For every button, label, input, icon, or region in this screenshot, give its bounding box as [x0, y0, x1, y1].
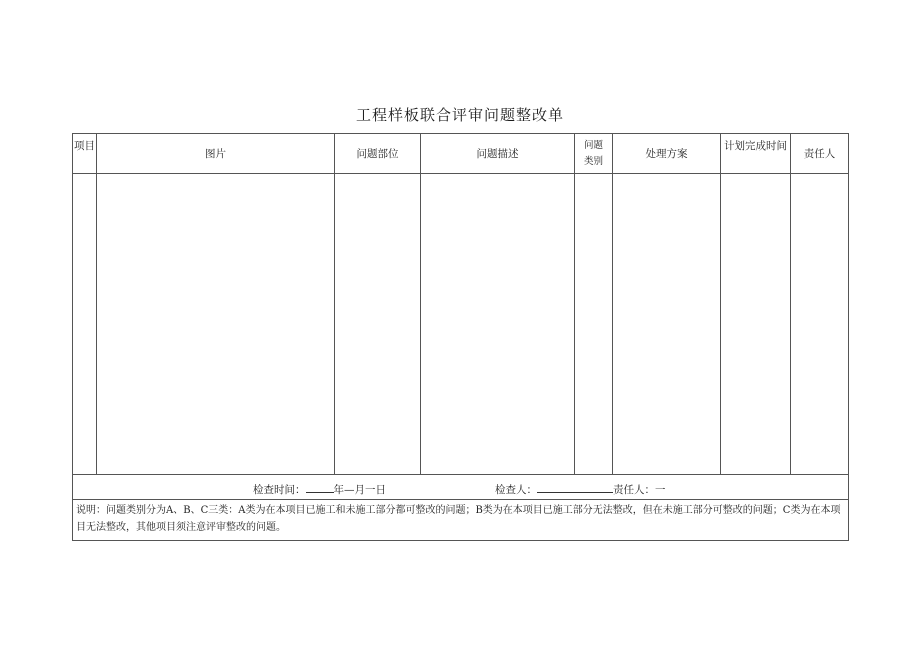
cell-responsible[interactable]	[791, 174, 849, 475]
inspection-cell	[73, 475, 849, 500]
inspection-year-blank[interactable]	[306, 481, 334, 493]
header-item: 项目	[73, 134, 97, 174]
cell-location[interactable]	[335, 174, 421, 475]
header-category-line1: 问题	[583, 139, 603, 151]
header-photo: 图片	[97, 134, 335, 174]
cell-planned-completion[interactable]	[721, 174, 791, 475]
header-solution: 处理方案	[613, 134, 721, 174]
inspector-blank[interactable]	[537, 481, 613, 493]
cell-item[interactable]	[73, 174, 97, 475]
header-category-line2: 类别	[583, 155, 603, 167]
inspection-time-group	[253, 481, 386, 497]
inspection-people-group	[495, 481, 666, 497]
table-row	[73, 174, 849, 475]
table-header-row	[73, 134, 849, 174]
responsible-label: 责任人：一	[613, 484, 666, 496]
cell-description[interactable]	[421, 174, 575, 475]
cell-category[interactable]	[575, 174, 613, 475]
cell-photo[interactable]	[97, 174, 335, 475]
header-location: 问题部位	[335, 134, 421, 174]
header-category	[575, 134, 613, 174]
cell-solution[interactable]	[613, 174, 721, 475]
inspection-date-text: 年—月一日	[333, 484, 386, 496]
note-cell: 说明：问题类别分为A、B、C三类：A类为在本项目已施工和未施工部分都可整改的问题；B类为在本项目已施工部分无法整改，但在未施工部分可整改的问题；C类为在本项目无法整改，其他项目须注意评审整改的问题。	[73, 500, 849, 541]
inspection-time-label: 检查时间：	[253, 484, 306, 496]
rectification-form-table	[72, 133, 849, 541]
note-row	[73, 500, 849, 541]
document-title: 工程样板联合评审问题整改单	[355, 106, 564, 124]
inspection-row	[73, 475, 849, 500]
header-responsible: 责任人	[791, 134, 849, 174]
header-planned-completion: 计划完成时间	[721, 134, 791, 174]
inspector-label: 检查人：	[495, 484, 537, 496]
header-description: 问题描述	[421, 134, 575, 174]
